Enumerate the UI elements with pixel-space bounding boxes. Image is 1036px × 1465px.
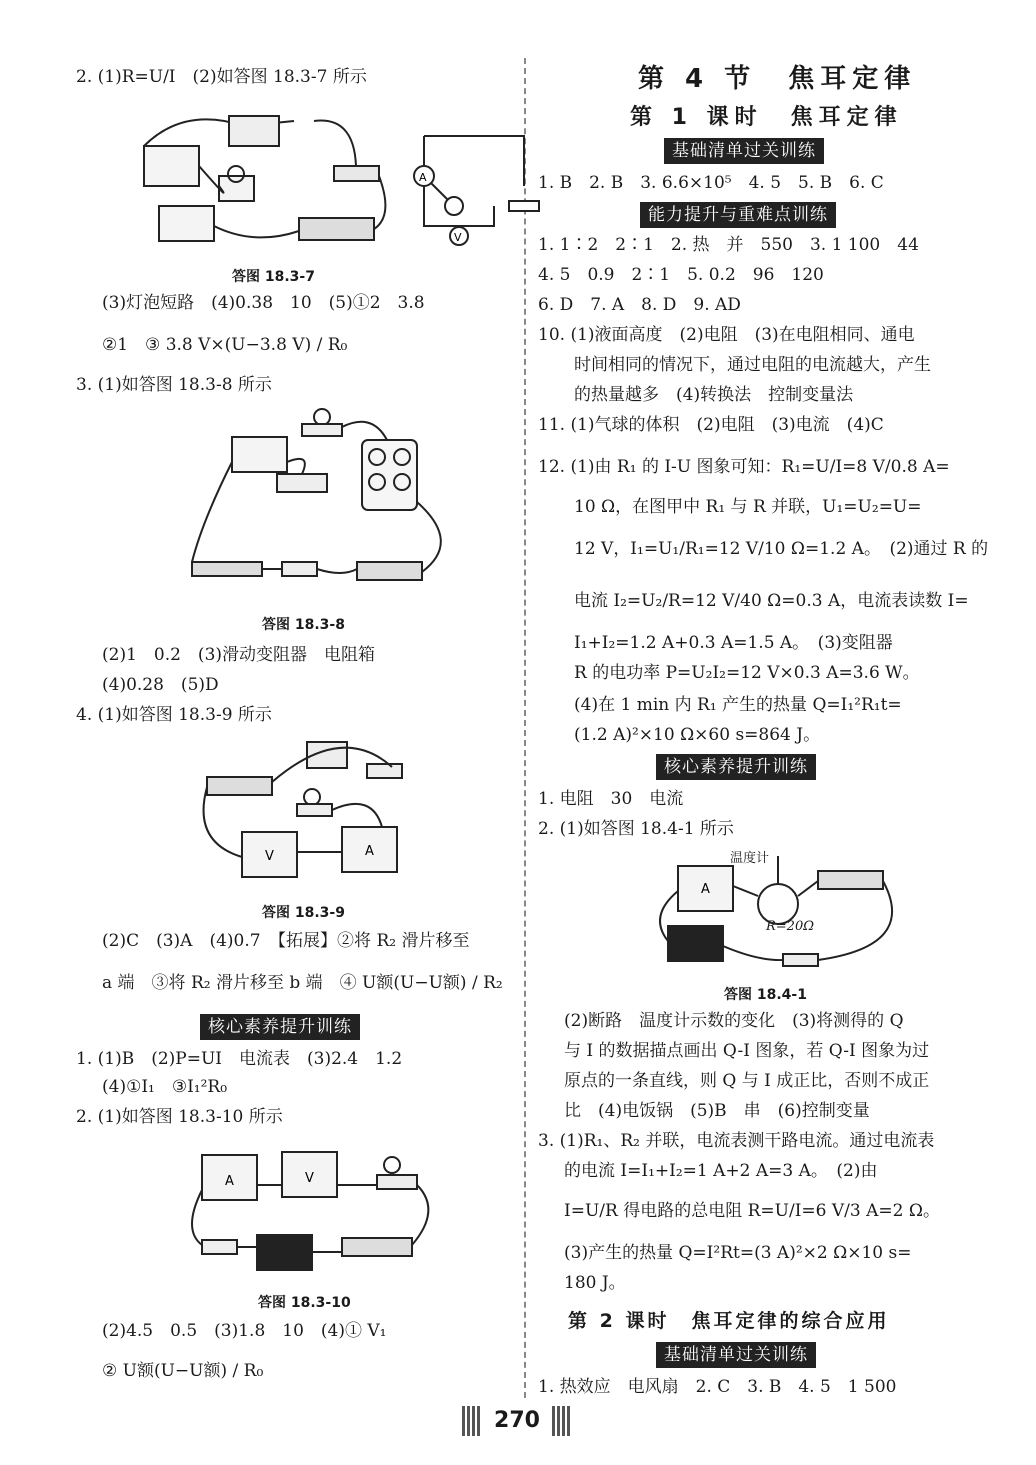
answer-line: (4)0.28 (5)D <box>102 675 219 695</box>
figure-caption: 答图 18.3-7 <box>232 269 315 285</box>
answer-line: 1. 1∶2 2∶1 2. 热 并 550 3. 1 100 44 <box>538 235 919 255</box>
answer-line: 180 J。 <box>564 1273 626 1293</box>
circuit-diagram-18-3-7 <box>124 106 544 256</box>
section-header: 基础清单过关训练 <box>656 1342 816 1368</box>
answer-line: 1. 热效应 电风扇 2. C 3. B 4. 5 1 500 <box>538 1377 897 1397</box>
answer-line: (1.2 A)²×10 Ω×60 s=864 J。 <box>574 725 821 745</box>
svg-text:V: V <box>454 231 462 244</box>
answer-line: 6. D 7. A 8. D 9. AD <box>538 295 741 315</box>
figure-caption: 答图 18.3-9 <box>262 905 345 921</box>
answer-line: 的热量越多 (4)转换法 控制变量法 <box>574 385 854 405</box>
answer-line: (2)4.5 0.5 (3)1.8 10 (4)① V₁ <box>102 1321 387 1341</box>
answer-line: (2)C (3)A (4)0.7 【拓展】②将 R₂ 滑片移至 <box>102 931 470 951</box>
figure-caption: 答图 18.3-10 <box>258 1295 351 1311</box>
svg-text:V: V <box>265 849 274 864</box>
answer-line: 4. 5 0.9 2∶1 5. 0.2 96 120 <box>538 265 824 285</box>
section-header: 能力提升与重难点训练 <box>640 202 836 228</box>
decorative-bars <box>462 1406 482 1436</box>
section-header: 核心素养提升训练 <box>200 1014 360 1040</box>
svg-text:A: A <box>225 1174 234 1189</box>
figure-label: 温度计 <box>730 851 770 866</box>
answer-line: (2)1 0.2 (3)滑动变阻器 电阻箱 <box>102 645 376 665</box>
answer-line: 12 V，I₁=U₁/R₁=12 V/10 Ω=1.2 A。 (2)通过 R 的 <box>574 539 989 559</box>
svg-text:A: A <box>419 171 427 184</box>
figure-caption: 答图 18.3-8 <box>262 617 345 633</box>
page-number: 270 <box>484 1404 550 1438</box>
answer-line: 2. (1)如答图 18.4-1 所示 <box>538 819 734 839</box>
answer-line: 的电流 I=I₁+I₂=1 A+2 A=3 A。 (2)由 <box>564 1161 878 1181</box>
answer-line: 电流 I₂=U₂/R=12 V/40 Ω=0.3 A，电流表读数 I= <box>574 591 969 611</box>
circuit-diagram-18-4-1 <box>638 846 938 971</box>
answer-line: 3. (1)R₁、R₂ 并联，电流表测干路电流。通过电流表 <box>538 1131 935 1151</box>
answer-line: I₁+I₂=1.2 A+0.3 A=1.5 A。 (3)变阻器 <box>574 633 893 653</box>
answer-line: 10. (1)液面高度 (2)电阻 (3)在电阻相同、通电 <box>538 325 915 345</box>
section-title: 第 4 节 焦耳定律 <box>638 64 917 94</box>
answer-line: (4)在 1 min 内 R₁ 产生的热量 Q=I₁²R₁t= <box>574 695 902 715</box>
svg-text:A: A <box>365 844 374 859</box>
answer-line: 1. 电阻 30 电流 <box>538 789 684 809</box>
circuit-diagram-18-3-9 <box>192 732 512 892</box>
answer-line: 1. B 2. B 3. 6.6×10⁵ 4. 5 5. B 6. C <box>538 173 884 193</box>
answer-line: (3)产生的热量 Q=I²Rt=(3 A)²×2 Ω×10 s= <box>564 1243 912 1263</box>
answer-line: (4)①I₁ ③I₁²R₀ <box>102 1077 228 1097</box>
lesson-title: 第 1 课时 焦耳定律 <box>630 105 903 130</box>
answer-line: 2. (1)R=U/I (2)如答图 18.3-7 所示 <box>76 67 367 87</box>
circuit-diagram-18-3-10 <box>182 1140 512 1285</box>
decorative-bars <box>552 1406 572 1436</box>
answer-line: (2)断路 温度计示数的变化 (3)将测得的 Q <box>564 1011 904 1031</box>
answer-line: R 的电功率 P=U₂I₂=12 V×0.3 A=3.6 W。 <box>574 663 920 683</box>
answer-line: ②1 ③ 3.8 V×(U−3.8 V) / R₀ <box>102 335 348 355</box>
svg-text:A: A <box>701 882 710 897</box>
figure-label: R=20Ω <box>766 919 815 934</box>
answer-line: 2. (1)如答图 18.3-10 所示 <box>76 1107 283 1127</box>
svg-text:V: V <box>305 1171 314 1186</box>
answer-line: 与 I 的数据描点画出 Q-I 图象，若 Q-I 图象为过 <box>564 1041 930 1061</box>
column-divider <box>524 58 526 1398</box>
answer-line: 时间相同的情况下，通过电阻的电流越大，产生 <box>574 355 931 375</box>
answer-line: 原点的一条直线，则 Q 与 I 成正比，否则不成正 <box>564 1071 930 1091</box>
answer-line: 1. (1)B (2)P=UI 电流表 (3)2.4 1.2 <box>76 1049 403 1069</box>
answer-line: I=U/R 得电路的总电阻 R=U/I=6 V/3 A=2 Ω。 <box>564 1201 940 1221</box>
answer-line: 11. (1)气球的体积 (2)电阻 (3)电流 (4)C <box>538 415 884 435</box>
page-number-bar <box>462 1404 574 1438</box>
figure-caption: 答图 18.4-1 <box>724 987 807 1003</box>
circuit-diagram-18-3-8 <box>172 402 512 602</box>
answer-line: 12. (1)由 R₁ 的 I-U 图象可知：R₁=U/I=8 V/0.8 A= <box>538 457 950 477</box>
section-header: 核心素养提升训练 <box>656 754 816 780</box>
answer-line: 10 Ω，在图甲中 R₁ 与 R 并联，U₁=U₂=U= <box>574 497 922 517</box>
answer-line: a 端 ③将 R₂ 滑片移至 b 端 ④ U额(U−U额) / R₂ <box>102 973 503 993</box>
lesson-title: 第 2 课时 焦耳定律的综合应用 <box>568 1310 890 1332</box>
answer-line: 4. (1)如答图 18.3-9 所示 <box>76 705 272 725</box>
section-header: 基础清单过关训练 <box>664 138 824 164</box>
answer-line: 3. (1)如答图 18.3-8 所示 <box>76 375 272 395</box>
answer-line: ② U额(U−U额) / R₀ <box>102 1361 264 1381</box>
answer-line: 比 (4)电饭锅 (5)B 串 (6)控制变量 <box>564 1101 870 1121</box>
answer-line: (3)灯泡短路 (4)0.38 10 (5)①2 3.8 <box>102 293 425 313</box>
